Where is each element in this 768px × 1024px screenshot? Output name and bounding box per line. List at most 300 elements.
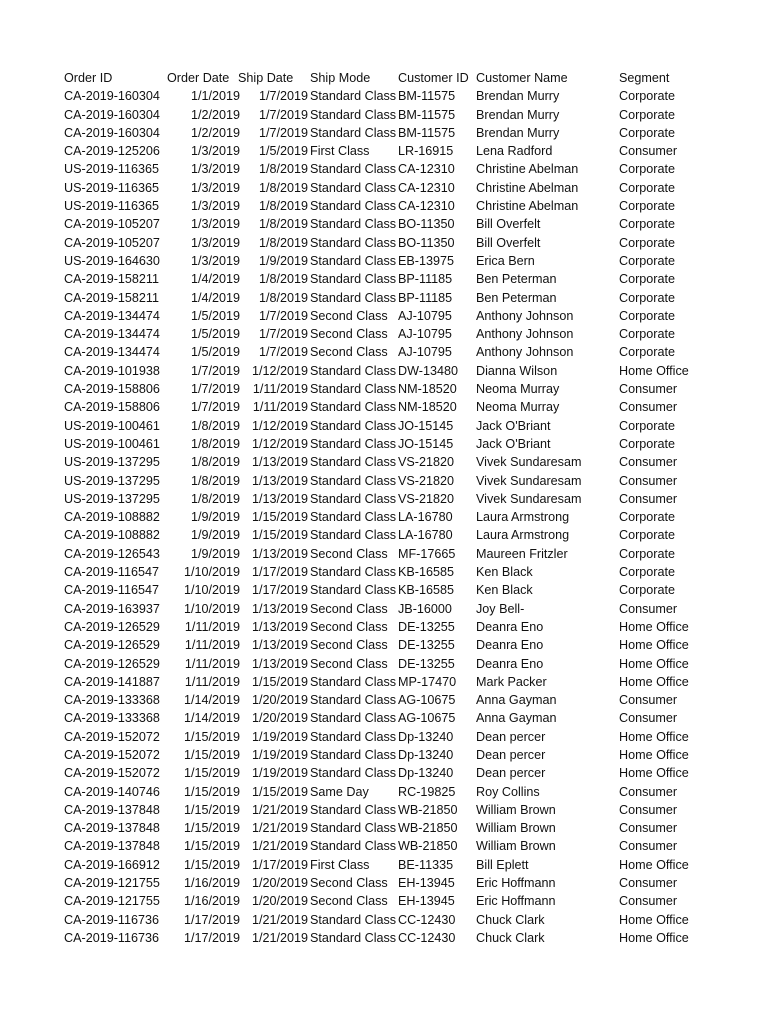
cell-customer-id[interactable]: DE-13255 (398, 638, 455, 653)
cell-customer-name[interactable]: Christine Abelman (476, 199, 579, 214)
cell-order-id[interactable]: CA-2019-125206 (64, 144, 160, 159)
cell-order-date[interactable]: 1/4/2019 (190, 272, 240, 287)
cell-order-id[interactable]: CA-2019-121755 (64, 894, 160, 909)
cell-customer-name[interactable]: William Brown (476, 802, 556, 817)
cell-ship-date[interactable]: 1/20/2019 (251, 894, 308, 909)
cell-segment[interactable]: Consumer (619, 473, 678, 488)
cell-order-id[interactable]: CA-2019-137848 (64, 821, 160, 836)
cell-ship-date[interactable]: 1/12/2019 (251, 418, 308, 433)
cell-segment[interactable]: Home Office (619, 912, 689, 927)
cell-segment[interactable]: Corporate (619, 565, 676, 580)
cell-customer-id[interactable]: MP-17470 (398, 674, 457, 689)
cell-order-id[interactable]: CA-2019-160304 (64, 89, 160, 104)
cell-order-date[interactable]: 1/15/2019 (183, 784, 240, 799)
cell-ship-date[interactable]: 1/11/2019 (252, 382, 308, 397)
cell-ship-mode[interactable]: Standard Class (310, 528, 397, 543)
cell-segment[interactable]: Corporate (619, 217, 676, 232)
cell-ship-mode[interactable]: Second Class (310, 327, 388, 342)
cell-ship-mode[interactable]: Standard Class (310, 363, 397, 378)
cell-customer-name[interactable]: Roy Collins (476, 784, 540, 799)
cell-order-date[interactable]: 1/2/2019 (190, 125, 240, 140)
cell-customer-name[interactable]: Deanra Eno (476, 619, 544, 634)
cell-customer-name[interactable]: Laura Armstrong (476, 528, 570, 543)
cell-segment[interactable]: Corporate (619, 180, 676, 195)
cell-customer-name[interactable]: Jack O'Briant (476, 436, 551, 451)
cell-customer-id[interactable]: DE-13255 (398, 619, 455, 634)
cell-ship-date[interactable]: 1/13/2019 (251, 619, 308, 634)
cell-customer-id[interactable]: AG-10675 (398, 693, 456, 708)
cell-customer-id[interactable]: WB-21850 (398, 839, 458, 854)
cell-order-id[interactable]: CA-2019-116547 (64, 565, 159, 580)
cell-order-id[interactable]: US-2019-137295 (64, 455, 160, 470)
cell-ship-mode[interactable]: Standard Class (310, 125, 397, 140)
cell-customer-id[interactable]: CC-12430 (398, 930, 456, 945)
cell-customer-name[interactable]: Brendan Murry (476, 125, 560, 140)
cell-ship-date[interactable]: 1/13/2019 (251, 455, 308, 470)
cell-order-date[interactable]: 1/8/2019 (190, 436, 240, 451)
cell-ship-date[interactable]: 1/15/2019 (251, 510, 308, 525)
cell-order-id[interactable]: US-2019-116365 (64, 199, 159, 214)
cell-ship-date[interactable]: 1/13/2019 (251, 601, 308, 616)
cell-segment[interactable]: Consumer (619, 693, 678, 708)
cell-ship-mode[interactable]: Standard Class (310, 199, 397, 214)
cell-order-date[interactable]: 1/3/2019 (190, 144, 240, 159)
cell-ship-date[interactable]: 1/19/2019 (251, 729, 308, 744)
cell-order-id[interactable]: CA-2019-134474 (64, 327, 160, 342)
cell-ship-date[interactable]: 1/8/2019 (258, 217, 308, 232)
cell-ship-mode[interactable]: First Class (310, 857, 370, 872)
cell-order-date[interactable]: 1/17/2019 (183, 930, 240, 945)
cell-segment[interactable]: Corporate (619, 162, 676, 177)
cell-customer-id[interactable]: DE-13255 (398, 656, 455, 671)
cell-ship-mode[interactable]: Standard Class (310, 382, 397, 397)
cell-customer-name[interactable]: Anthony Johnson (476, 345, 574, 360)
cell-order-id[interactable]: CA-2019-126529 (64, 656, 160, 671)
cell-order-date[interactable]: 1/5/2019 (190, 345, 240, 360)
cell-customer-name[interactable]: Jack O'Briant (476, 418, 551, 433)
cell-segment[interactable]: Consumer (619, 455, 678, 470)
cell-segment[interactable]: Consumer (619, 894, 678, 909)
cell-order-id[interactable]: CA-2019-126529 (64, 619, 160, 634)
cell-customer-name[interactable]: Ken Black (476, 565, 533, 580)
cell-customer-id[interactable]: AJ-10795 (398, 327, 452, 342)
cell-segment[interactable]: Home Office (619, 656, 689, 671)
cell-segment[interactable]: Home Office (619, 747, 689, 762)
cell-order-id[interactable]: US-2019-116365 (64, 162, 159, 177)
cell-customer-id[interactable]: Dp-13240 (398, 766, 454, 781)
cell-ship-mode[interactable]: Standard Class (310, 491, 397, 506)
cell-ship-date[interactable]: 1/19/2019 (251, 747, 308, 762)
cell-customer-id[interactable]: BE-11335 (398, 857, 454, 872)
cell-ship-date[interactable]: 1/11/2019 (252, 400, 308, 415)
cell-ship-date[interactable]: 1/8/2019 (258, 199, 308, 214)
cell-ship-mode[interactable]: Standard Class (310, 510, 397, 525)
cell-customer-id[interactable]: VS-21820 (398, 473, 455, 488)
cell-customer-name[interactable]: Laura Armstrong (476, 510, 570, 525)
cell-ship-date[interactable]: 1/15/2019 (251, 784, 308, 799)
cell-segment[interactable]: Home Office (619, 638, 689, 653)
cell-customer-name[interactable]: Deanra Eno (476, 656, 544, 671)
cell-segment[interactable]: Corporate (619, 327, 676, 342)
cell-order-id[interactable]: CA-2019-105207 (64, 217, 160, 232)
cell-ship-mode[interactable]: Standard Class (310, 180, 397, 195)
cell-ship-date[interactable]: 1/7/2019 (258, 308, 308, 323)
cell-order-id[interactable]: CA-2019-121755 (64, 876, 160, 891)
cell-order-date[interactable]: 1/14/2019 (183, 693, 240, 708)
cell-order-date[interactable]: 1/11/2019 (184, 638, 240, 653)
cell-customer-name[interactable]: Christine Abelman (476, 162, 579, 177)
cell-customer-name[interactable]: Ben Peterman (476, 290, 557, 305)
cell-customer-name[interactable]: Bill Overfelt (476, 217, 541, 232)
cell-ship-date[interactable]: 1/19/2019 (251, 766, 308, 781)
cell-order-id[interactable]: CA-2019-126529 (64, 638, 160, 653)
cell-customer-name[interactable]: Ken Black (476, 583, 533, 598)
cell-segment[interactable]: Home Office (619, 729, 689, 744)
cell-ship-mode[interactable]: Standard Class (310, 565, 397, 580)
cell-customer-name[interactable]: Christine Abelman (476, 180, 579, 195)
cell-ship-mode[interactable]: Same Day (310, 784, 369, 799)
cell-order-date[interactable]: 1/1/2019 (190, 89, 240, 104)
header-order-date[interactable]: Order Date (167, 71, 230, 85)
cell-segment[interactable]: Home Office (619, 766, 689, 781)
cell-segment[interactable]: Consumer (619, 491, 678, 506)
cell-segment[interactable]: Consumer (619, 784, 678, 799)
cell-customer-id[interactable]: EH-13945 (398, 894, 455, 909)
cell-customer-id[interactable]: LA-16780 (398, 510, 453, 525)
cell-customer-id[interactable]: KB-16585 (398, 583, 455, 598)
cell-ship-mode[interactable]: Standard Class (310, 802, 397, 817)
cell-ship-date[interactable]: 1/8/2019 (258, 162, 308, 177)
cell-customer-id[interactable]: BO-11350 (398, 235, 455, 250)
cell-ship-date[interactable]: 1/13/2019 (251, 656, 308, 671)
cell-customer-name[interactable]: Joy Bell- (476, 601, 525, 616)
cell-order-id[interactable]: CA-2019-160304 (64, 107, 160, 122)
cell-segment[interactable]: Corporate (619, 308, 676, 323)
cell-ship-date[interactable]: 1/5/2019 (258, 144, 308, 159)
cell-order-date[interactable]: 1/7/2019 (190, 382, 240, 397)
cell-customer-id[interactable]: CA-12310 (398, 162, 455, 177)
cell-order-id[interactable]: CA-2019-166912 (64, 857, 160, 872)
cell-ship-mode[interactable]: Standard Class (310, 729, 397, 744)
cell-order-date[interactable]: 1/7/2019 (190, 400, 240, 415)
cell-ship-mode[interactable]: Second Class (310, 619, 388, 634)
cell-order-date[interactable]: 1/3/2019 (190, 253, 240, 268)
cell-customer-name[interactable]: Anthony Johnson (476, 308, 574, 323)
header-ship-date[interactable]: Ship Date (238, 71, 294, 85)
cell-segment[interactable]: Corporate (619, 125, 676, 140)
cell-order-date[interactable]: 1/8/2019 (190, 491, 240, 506)
cell-order-date[interactable]: 1/11/2019 (184, 656, 240, 671)
cell-ship-mode[interactable]: Second Class (310, 876, 388, 891)
cell-customer-name[interactable]: Chuck Clark (476, 930, 545, 945)
cell-segment[interactable]: Home Office (619, 674, 689, 689)
cell-order-id[interactable]: CA-2019-105207 (64, 235, 160, 250)
cell-order-id[interactable]: CA-2019-140746 (64, 784, 160, 799)
cell-customer-name[interactable]: Deanra Eno (476, 638, 544, 653)
cell-order-id[interactable]: CA-2019-152072 (64, 766, 160, 781)
cell-ship-date[interactable]: 1/21/2019 (251, 802, 308, 817)
cell-segment[interactable]: Home Office (619, 857, 689, 872)
cell-ship-date[interactable]: 1/7/2019 (258, 107, 308, 122)
cell-order-date[interactable]: 1/16/2019 (183, 876, 240, 891)
cell-customer-id[interactable]: MF-17665 (398, 546, 456, 561)
cell-customer-id[interactable]: JO-15145 (398, 418, 454, 433)
cell-order-date[interactable]: 1/3/2019 (190, 217, 240, 232)
cell-customer-name[interactable]: Anna Gayman (476, 693, 557, 708)
cell-customer-id[interactable]: EB-13975 (398, 253, 455, 268)
cell-ship-mode[interactable]: Second Class (310, 345, 388, 360)
cell-segment[interactable]: Corporate (619, 235, 676, 250)
cell-order-id[interactable]: CA-2019-160304 (64, 125, 160, 140)
cell-order-date[interactable]: 1/3/2019 (190, 235, 240, 250)
cell-customer-name[interactable]: Bill Eplett (476, 857, 529, 872)
cell-ship-date[interactable]: 1/20/2019 (251, 693, 308, 708)
cell-customer-id[interactable]: EH-13945 (398, 876, 455, 891)
cell-order-date[interactable]: 1/9/2019 (190, 528, 240, 543)
header-segment[interactable]: Segment (619, 71, 670, 85)
cell-customer-name[interactable]: Dean percer (476, 729, 546, 744)
cell-customer-name[interactable]: Maureen Fritzler (476, 546, 568, 561)
cell-order-id[interactable]: US-2019-137295 (64, 473, 160, 488)
cell-customer-id[interactable]: BP-11185 (398, 272, 453, 287)
header-customer-id[interactable]: Customer ID (398, 71, 469, 85)
cell-order-id[interactable]: CA-2019-152072 (64, 729, 160, 744)
cell-order-date[interactable]: 1/9/2019 (190, 510, 240, 525)
cell-customer-name[interactable]: Bill Overfelt (476, 235, 541, 250)
cell-order-date[interactable]: 1/16/2019 (183, 894, 240, 909)
cell-ship-mode[interactable]: Standard Class (310, 711, 397, 726)
cell-order-date[interactable]: 1/5/2019 (190, 327, 240, 342)
cell-segment[interactable]: Corporate (619, 418, 676, 433)
cell-order-date[interactable]: 1/15/2019 (183, 747, 240, 762)
cell-customer-name[interactable]: Vivek Sundaresam (476, 455, 582, 470)
cell-ship-date[interactable]: 1/15/2019 (251, 528, 308, 543)
cell-ship-date[interactable]: 1/13/2019 (251, 638, 308, 653)
cell-ship-mode[interactable]: Standard Class (310, 766, 397, 781)
cell-customer-id[interactable]: AJ-10795 (398, 308, 452, 323)
cell-customer-id[interactable]: LR-16915 (398, 144, 454, 159)
cell-customer-id[interactable]: JB-16000 (398, 601, 452, 616)
cell-order-date[interactable]: 1/3/2019 (190, 162, 240, 177)
cell-customer-id[interactable]: VS-21820 (398, 455, 455, 470)
cell-order-id[interactable]: CA-2019-133368 (64, 711, 160, 726)
cell-ship-mode[interactable]: Standard Class (310, 930, 397, 945)
cell-order-date[interactable]: 1/10/2019 (183, 565, 240, 580)
cell-order-id[interactable]: US-2019-100461 (64, 436, 160, 451)
cell-order-date[interactable]: 1/3/2019 (190, 199, 240, 214)
cell-order-id[interactable]: CA-2019-158806 (64, 400, 160, 415)
cell-ship-mode[interactable]: Standard Class (310, 693, 397, 708)
cell-ship-mode[interactable]: Standard Class (310, 217, 397, 232)
cell-segment[interactable]: Corporate (619, 510, 676, 525)
cell-order-date[interactable]: 1/15/2019 (183, 766, 240, 781)
cell-order-date[interactable]: 1/5/2019 (190, 308, 240, 323)
cell-ship-mode[interactable]: Standard Class (310, 747, 397, 762)
cell-customer-name[interactable]: Neoma Murray (476, 382, 560, 397)
cell-order-date[interactable]: 1/17/2019 (183, 912, 240, 927)
cell-customer-id[interactable]: BM-11575 (398, 107, 456, 122)
cell-order-id[interactable]: CA-2019-126543 (64, 546, 160, 561)
cell-customer-name[interactable]: Brendan Murry (476, 89, 560, 104)
cell-ship-mode[interactable]: Standard Class (310, 473, 397, 488)
cell-ship-mode[interactable]: Standard Class (310, 290, 397, 305)
cell-segment[interactable]: Corporate (619, 272, 676, 287)
cell-ship-date[interactable]: 1/7/2019 (258, 345, 308, 360)
cell-ship-date[interactable]: 1/9/2019 (258, 253, 308, 268)
cell-ship-date[interactable]: 1/21/2019 (251, 821, 308, 836)
cell-customer-name[interactable]: Vivek Sundaresam (476, 473, 582, 488)
cell-customer-id[interactable]: BM-11575 (398, 125, 456, 140)
cell-order-id[interactable]: CA-2019-134474 (64, 345, 160, 360)
cell-segment[interactable]: Corporate (619, 89, 676, 104)
cell-order-id[interactable]: CA-2019-116547 (64, 583, 159, 598)
cell-customer-name[interactable]: William Brown (476, 839, 556, 854)
cell-order-date[interactable]: 1/2/2019 (190, 107, 240, 122)
cell-order-date[interactable]: 1/10/2019 (183, 583, 240, 598)
cell-customer-name[interactable]: Anna Gayman (476, 711, 557, 726)
cell-order-date[interactable]: 1/14/2019 (183, 711, 240, 726)
cell-ship-mode[interactable]: Second Class (310, 638, 388, 653)
cell-ship-mode[interactable]: Standard Class (310, 455, 397, 470)
cell-order-id[interactable]: US-2019-137295 (64, 491, 160, 506)
cell-order-id[interactable]: US-2019-164630 (64, 253, 160, 268)
cell-customer-name[interactable]: William Brown (476, 821, 556, 836)
cell-customer-id[interactable]: JO-15145 (398, 436, 454, 451)
cell-ship-mode[interactable]: Standard Class (310, 272, 397, 287)
cell-ship-mode[interactable]: Standard Class (310, 253, 397, 268)
cell-order-date[interactable]: 1/11/2019 (184, 674, 240, 689)
cell-order-id[interactable]: CA-2019-133368 (64, 693, 160, 708)
cell-order-id[interactable]: CA-2019-137848 (64, 802, 160, 817)
cell-order-id[interactable]: US-2019-116365 (64, 180, 159, 195)
cell-ship-mode[interactable]: Second Class (310, 546, 388, 561)
cell-ship-mode[interactable]: Second Class (310, 601, 388, 616)
cell-order-date[interactable]: 1/15/2019 (183, 802, 240, 817)
cell-segment[interactable]: Corporate (619, 583, 676, 598)
header-order-id[interactable]: Order ID (64, 71, 113, 85)
cell-customer-name[interactable]: Dianna Wilson (476, 363, 558, 378)
cell-order-id[interactable]: CA-2019-158211 (64, 290, 159, 305)
cell-ship-date[interactable]: 1/17/2019 (251, 565, 308, 580)
cell-segment[interactable]: Corporate (619, 345, 676, 360)
cell-customer-id[interactable]: WB-21850 (398, 821, 458, 836)
cell-ship-mode[interactable]: Standard Class (310, 839, 397, 854)
cell-order-id[interactable]: CA-2019-152072 (64, 747, 160, 762)
cell-ship-mode[interactable]: Standard Class (310, 583, 397, 598)
cell-ship-mode[interactable]: First Class (310, 144, 370, 159)
cell-customer-id[interactable]: LA-16780 (398, 528, 453, 543)
cell-customer-name[interactable]: Eric Hoffmann (476, 876, 556, 891)
cell-segment[interactable]: Consumer (619, 382, 678, 397)
cell-customer-name[interactable]: Vivek Sundaresam (476, 491, 582, 506)
cell-segment[interactable]: Corporate (619, 199, 676, 214)
cell-order-date[interactable]: 1/8/2019 (190, 455, 240, 470)
cell-segment[interactable]: Corporate (619, 546, 676, 561)
cell-ship-date[interactable]: 1/15/2019 (251, 674, 308, 689)
cell-order-date[interactable]: 1/3/2019 (190, 180, 240, 195)
cell-order-id[interactable]: CA-2019-134474 (64, 308, 160, 323)
cell-ship-date[interactable]: 1/20/2019 (251, 711, 308, 726)
cell-customer-name[interactable]: Brendan Murry (476, 107, 560, 122)
cell-order-date[interactable]: 1/9/2019 (190, 546, 240, 561)
cell-segment[interactable]: Consumer (619, 876, 678, 891)
cell-ship-date[interactable]: 1/12/2019 (251, 363, 308, 378)
cell-customer-name[interactable]: Dean percer (476, 766, 546, 781)
cell-segment[interactable]: Home Office (619, 619, 689, 634)
cell-order-id[interactable]: CA-2019-116736 (64, 912, 159, 927)
cell-segment[interactable]: Consumer (619, 400, 678, 415)
cell-order-date[interactable]: 1/15/2019 (183, 857, 240, 872)
cell-segment[interactable]: Consumer (619, 144, 678, 159)
cell-ship-date[interactable]: 1/7/2019 (258, 327, 308, 342)
cell-segment[interactable]: Home Office (619, 363, 689, 378)
cell-order-date[interactable]: 1/7/2019 (190, 363, 240, 378)
cell-ship-date[interactable]: 1/7/2019 (258, 89, 308, 104)
cell-customer-name[interactable]: Neoma Murray (476, 400, 560, 415)
cell-ship-date[interactable]: 1/13/2019 (251, 546, 308, 561)
cell-customer-id[interactable]: Dp-13240 (398, 747, 454, 762)
cell-ship-mode[interactable]: Standard Class (310, 162, 397, 177)
cell-ship-mode[interactable]: Standard Class (310, 235, 397, 250)
cell-customer-id[interactable]: BO-11350 (398, 217, 455, 232)
cell-ship-mode[interactable]: Second Class (310, 894, 388, 909)
cell-order-id[interactable]: CA-2019-116736 (64, 930, 159, 945)
cell-order-date[interactable]: 1/11/2019 (184, 619, 240, 634)
cell-ship-date[interactable]: 1/7/2019 (258, 125, 308, 140)
cell-segment[interactable]: Consumer (619, 821, 678, 836)
cell-customer-id[interactable]: NM-18520 (398, 400, 457, 415)
cell-order-id[interactable]: CA-2019-158211 (64, 272, 159, 287)
cell-customer-name[interactable]: Anthony Johnson (476, 327, 574, 342)
cell-ship-date[interactable]: 1/17/2019 (251, 583, 308, 598)
cell-ship-date[interactable]: 1/20/2019 (251, 876, 308, 891)
cell-customer-id[interactable]: BP-11185 (398, 290, 453, 305)
cell-customer-id[interactable]: Dp-13240 (398, 729, 454, 744)
cell-ship-date[interactable]: 1/21/2019 (251, 912, 308, 927)
cell-order-id[interactable]: CA-2019-108882 (64, 528, 160, 543)
cell-ship-mode[interactable]: Standard Class (310, 418, 397, 433)
cell-order-id[interactable]: CA-2019-137848 (64, 839, 160, 854)
cell-segment[interactable]: Corporate (619, 107, 676, 122)
cell-ship-mode[interactable]: Second Class (310, 656, 388, 671)
cell-customer-id[interactable]: CA-12310 (398, 199, 455, 214)
cell-customer-id[interactable]: NM-18520 (398, 382, 457, 397)
cell-order-id[interactable]: US-2019-100461 (64, 418, 160, 433)
cell-ship-mode[interactable]: Standard Class (310, 89, 397, 104)
cell-order-date[interactable]: 1/15/2019 (183, 839, 240, 854)
cell-customer-id[interactable]: RC-19825 (398, 784, 456, 799)
cell-ship-date[interactable]: 1/8/2019 (258, 272, 308, 287)
cell-customer-id[interactable]: CA-12310 (398, 180, 455, 195)
cell-ship-date[interactable]: 1/8/2019 (258, 235, 308, 250)
cell-customer-id[interactable]: DW-13480 (398, 363, 458, 378)
cell-segment[interactable]: Consumer (619, 601, 678, 616)
cell-ship-mode[interactable]: Standard Class (310, 107, 397, 122)
header-ship-mode[interactable]: Ship Mode (310, 71, 371, 85)
cell-order-date[interactable]: 1/15/2019 (183, 729, 240, 744)
cell-ship-date[interactable]: 1/17/2019 (251, 857, 308, 872)
cell-segment[interactable]: Corporate (619, 528, 676, 543)
cell-ship-mode[interactable]: Second Class (310, 308, 388, 323)
cell-segment[interactable]: Consumer (619, 802, 678, 817)
cell-order-id[interactable]: CA-2019-141887 (64, 674, 160, 689)
cell-segment[interactable]: Corporate (619, 253, 676, 268)
cell-customer-name[interactable]: Chuck Clark (476, 912, 545, 927)
cell-customer-id[interactable]: BM-11575 (398, 89, 456, 104)
cell-customer-name[interactable]: Mark Packer (476, 674, 547, 689)
cell-ship-date[interactable]: 1/21/2019 (251, 839, 308, 854)
cell-customer-id[interactable]: AG-10675 (398, 711, 456, 726)
